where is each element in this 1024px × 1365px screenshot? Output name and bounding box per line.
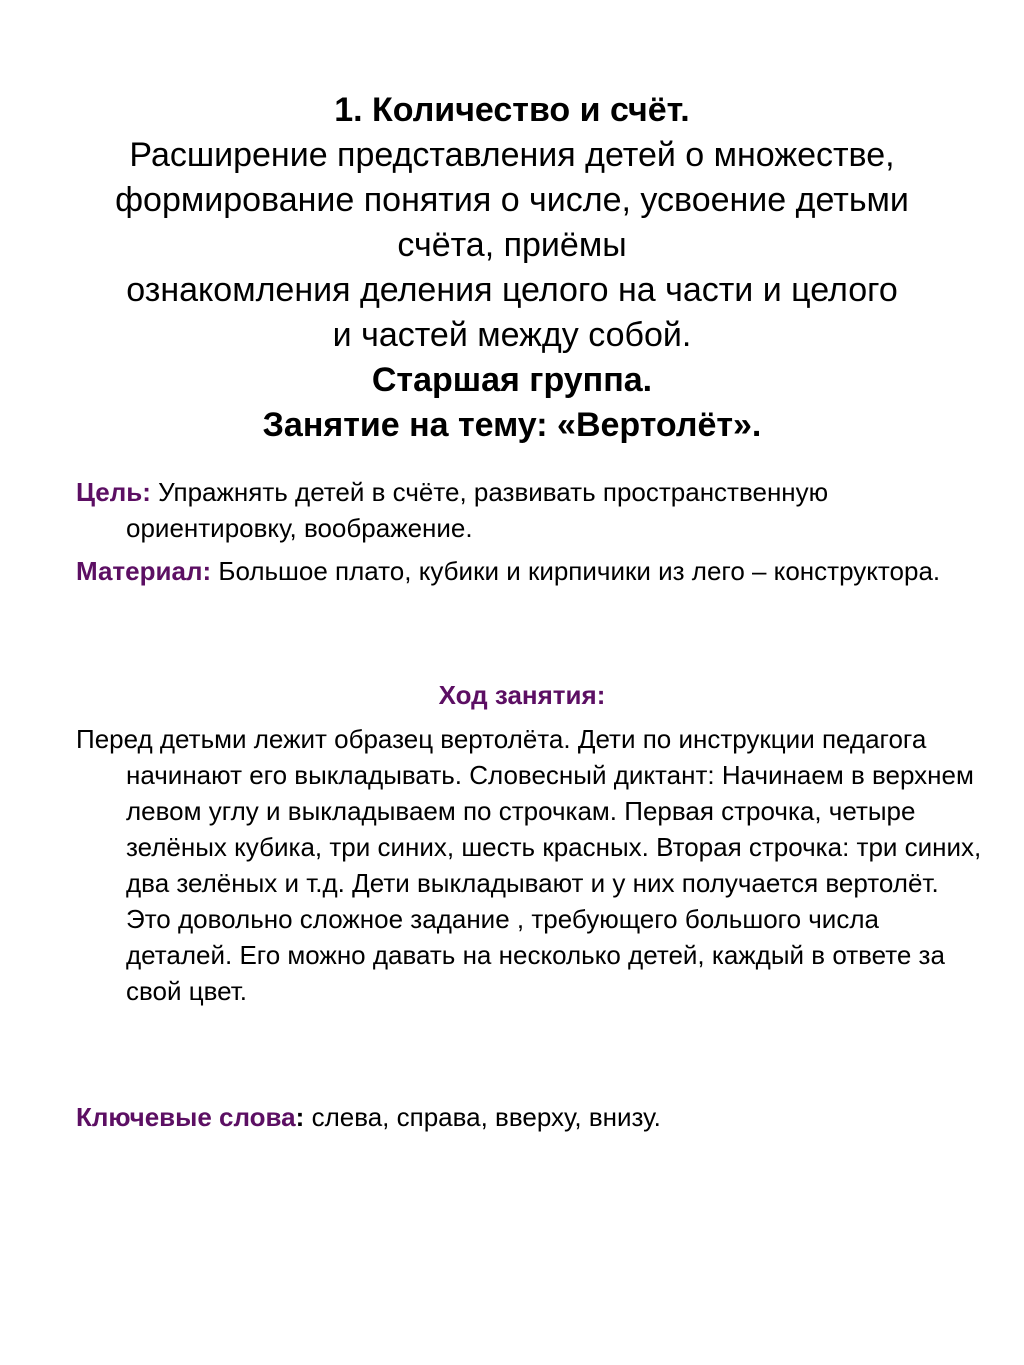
goal-text: Упражнять детей в счёте, развивать пространственную ориентировку, воображение.	[126, 477, 829, 543]
goal-label: Цель:	[76, 477, 151, 507]
description-line-4: ознакомления деления целого на части и целого	[126, 271, 898, 309]
keywords-colon: :	[295, 1102, 305, 1132]
title-block	[40, 88, 984, 448]
keywords-text: слева, справа, вверху, внизу.	[311, 1102, 661, 1132]
material-text: Большое плато, кубики и кирпичики из лего – конструктора.	[218, 556, 941, 586]
lesson-paragraph: Перед детьми лежит образец вертолёта. Дети по инструкции педагога начинают его выкладывать. Словесный диктант: Начинаем в верхнем левом углу и выкладываем по строчкам. Первая строчка, четыре зелёных кубика, три синих, шесть красных. Вторая строчка: три синих, два зелёных и т.д. Дети выкладывают и у них получается вертолёт. Это довольно сложное задание , требующего большого числа деталей. Его можно давать на несколько детей, каждый в ответе за свой цвет.	[76, 724, 982, 1006]
keywords-paragraph	[76, 1099, 986, 1135]
description-line-1: Расширение представления детей о множестве,	[129, 136, 895, 174]
lesson-number-title: 1. Количество и счёт.	[334, 91, 690, 129]
group-title: Старшая группа.	[371, 361, 653, 399]
goal-paragraph	[76, 474, 986, 546]
material-label: Материал:	[76, 556, 212, 586]
description-line-3: счёта, приёмы	[397, 226, 627, 264]
material-paragraph	[76, 553, 986, 589]
topic-title: Занятие на тему: «Вертолёт».	[262, 406, 762, 444]
keywords-label: Ключевые слова	[76, 1102, 296, 1132]
lesson-heading: Ход занятия:	[438, 680, 606, 710]
description-line-2: формирование понятия о числе, усвоение детьми	[115, 181, 909, 219]
description-line-5: и частей между собой.	[332, 316, 692, 354]
